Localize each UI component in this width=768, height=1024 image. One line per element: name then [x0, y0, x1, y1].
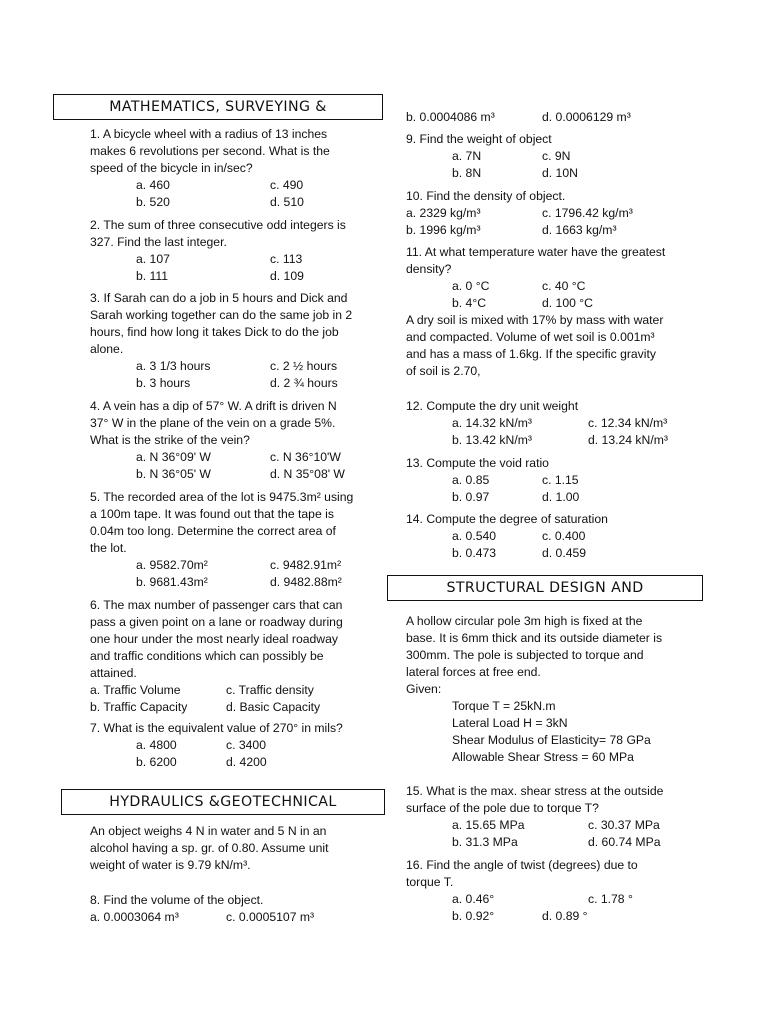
question-text: alone. [90, 342, 124, 356]
question-text: 3. If Sarah can do a job in 5 hours and Dick and [90, 291, 348, 305]
options-row [90, 737, 380, 754]
option-a: a. 15.65 MPa [452, 818, 525, 832]
question-text: 12. Compute the dry unit weight [406, 399, 579, 413]
question-text: 37° W in the plane of the vein on a grade 5%. [90, 416, 336, 430]
question-text: 11. At what temperature water have the greatest [406, 245, 666, 259]
question-text: the lot. [90, 541, 127, 555]
options-row [406, 817, 706, 834]
option-d: d. 510 [270, 195, 304, 209]
question-text: attained. [90, 666, 137, 680]
options-row [90, 754, 380, 771]
option-b: b. 6200 [136, 755, 177, 769]
question-6 [90, 597, 380, 716]
given-item: Allowable Shear Stress = 60 MPa [452, 750, 634, 764]
problem-text: and has a mass of 1.6kg. If the specific gravity [406, 347, 656, 361]
question-10 [406, 188, 706, 239]
option-c: c. 1.15 [542, 473, 579, 487]
section-header-mathematics: MATHEMATICS, SURVEYING & [53, 94, 383, 120]
question-text: pass a given point on a lane or roadway during [90, 615, 343, 629]
question-text: 5. The recorded area of the lot is 9475.3m² using [90, 490, 354, 504]
problem-text: and compacted. Volume of wet soil is 0.001m³ [406, 330, 655, 344]
option-d: d. 0.459 [542, 546, 587, 560]
options-row [406, 415, 706, 432]
options-row [406, 834, 706, 851]
option-a: a. Traffic Volume [90, 683, 181, 697]
question-text: What is the strike of the vein? [90, 433, 250, 447]
option-d: d. N 35°08' W [270, 467, 345, 481]
option-c: c. 0.0005107 m³ [226, 910, 315, 924]
structural-problem-statement [406, 613, 706, 698]
options-row [406, 109, 706, 126]
question-text: a 100m tape. It was found out that the tape is [90, 507, 334, 521]
question-text: and traffic conditions which can possibly be [90, 649, 324, 663]
question-text: 15. What is the max. shear stress at the outside [406, 784, 664, 798]
options-row [406, 148, 706, 165]
option-d: d. 100 °C [542, 296, 593, 310]
question-13 [406, 455, 706, 506]
options-row [406, 222, 706, 239]
option-c: c. 9N [542, 149, 571, 163]
option-b: b. 3 hours [136, 376, 191, 390]
options-row [90, 194, 380, 211]
options-row [90, 268, 380, 285]
option-d: d. 109 [270, 269, 304, 283]
question-text: 1. A bicycle wheel with a radius of 13 inches [90, 127, 328, 141]
question-2 [90, 217, 380, 285]
option-b: b. 9681.43m² [136, 575, 208, 589]
problem-text: A dry soil is mixed with 17% by mass with water [406, 313, 664, 327]
option-a: a. 460 [136, 178, 170, 192]
option-b: b. 0.92° [452, 909, 495, 923]
options-row [406, 165, 706, 182]
option-b: b. 111 [136, 269, 169, 283]
option-c: c. 2 ½ hours [270, 359, 338, 373]
option-a: a. 9582.70m² [136, 558, 208, 572]
section-header-hydraulics: HYDRAULICS &GEOTECHNICAL [61, 789, 385, 815]
question-text: 13. Compute the void ratio [406, 456, 549, 470]
question-text: 10. Find the density of object. [406, 189, 566, 203]
options-row [406, 528, 706, 545]
question-text: 7. What is the equivalent value of 270° in mils? [90, 721, 343, 735]
options-row [406, 432, 706, 449]
option-c: c. 9482.91m² [270, 558, 342, 572]
problem-text: lateral forces at free end. [406, 665, 541, 679]
option-d: d. 13.24 kN/m³ [588, 433, 668, 447]
options-row [406, 205, 706, 222]
question-text: 327. Find the last integer. [90, 235, 227, 249]
given-item: Torque T = 25kN.m [452, 699, 556, 713]
options-row [90, 909, 380, 926]
option-b: b. 0.473 [452, 546, 497, 560]
options-row [406, 489, 706, 506]
option-c: c. N 36°10'W [270, 450, 341, 464]
option-c: c. 40 °C [542, 279, 586, 293]
question-1 [90, 126, 380, 211]
option-a: a. 0 °C [452, 279, 490, 293]
option-c: c. Traffic density [226, 683, 314, 697]
hydraulics-problem-statement [90, 823, 380, 874]
question-text: density? [406, 262, 452, 276]
option-a: a. 2329 kg/m³ [406, 206, 481, 220]
options-row [90, 699, 380, 716]
options-row [406, 472, 706, 489]
section-header-structural: STRUCTURAL DESIGN AND [387, 575, 703, 601]
question-3 [90, 290, 380, 392]
options-row [406, 891, 706, 908]
options-row [90, 557, 380, 574]
option-a: a. N 36°09' W [136, 450, 211, 464]
option-c: c. 0.400 [542, 529, 586, 543]
question-9 [406, 131, 706, 182]
option-a: a. 14.32 kN/m³ [452, 416, 532, 430]
option-d: d. 2 ¾ hours [270, 376, 338, 390]
option-a: a. 0.85 [452, 473, 490, 487]
option-b: b. 4°C [452, 296, 487, 310]
problem-text: A hollow circular pole 3m high is fixed at the [406, 614, 643, 628]
question-text: torque T. [406, 875, 454, 889]
question-11 [406, 244, 706, 312]
option-a: a. 0.540 [452, 529, 497, 543]
options-row [406, 295, 706, 312]
options-row [406, 908, 706, 925]
question-text: 14. Compute the degree of saturation [406, 512, 608, 526]
options-row [90, 251, 380, 268]
option-d: d. 4200 [226, 755, 267, 769]
question-15 [406, 783, 706, 851]
given-label: Given: [406, 682, 442, 696]
option-a: a. 107 [136, 252, 170, 266]
options-row [90, 449, 380, 466]
question-text: 8. Find the volume of the object. [90, 893, 264, 907]
option-b: b. 13.42 kN/m³ [452, 433, 532, 447]
options-row [406, 545, 706, 562]
given-item: Lateral Load H = 3kN [452, 716, 568, 730]
option-c: c. 3400 [226, 738, 266, 752]
option-c: c. 1.78 ° [588, 892, 633, 906]
option-c: c. 490 [270, 178, 304, 192]
soil-problem-statement [406, 312, 706, 380]
option-b: b. 8N [452, 166, 482, 180]
option-a: a. 0.46° [452, 892, 495, 906]
question-text: makes 6 revolutions per second. What is the [90, 144, 330, 158]
option-c: c. 12.34 kN/m³ [588, 416, 668, 430]
option-c: c. 1796.42 kg/m³ [542, 206, 633, 220]
problem-text: alcohol having a sp. gr. of 0.80. Assume unit [90, 841, 329, 855]
options-row [90, 358, 380, 375]
problem-text: weight of water is 9.79 kN/m³. [90, 858, 251, 872]
question-4 [90, 398, 380, 483]
option-d: d. 1663 kg/m³ [542, 223, 617, 237]
question-16 [406, 857, 706, 925]
question-text: 16. Find the angle of twist (degrees) due to [406, 858, 638, 872]
options-row [90, 682, 380, 699]
given-item: Shear Modulus of Elasticity= 78 GPa [452, 733, 651, 747]
question-text: 4. A vein has a dip of 57° W. A drift is driven N [90, 399, 337, 413]
options-row [90, 177, 380, 194]
option-c: c. 30.37 MPa [588, 818, 660, 832]
question-text: 9. Find the weight of object [406, 132, 552, 146]
option-d: d. 10N [542, 166, 578, 180]
option-b: b. 0.97 [452, 490, 490, 504]
question-text: speed of the bicycle in in/sec? [90, 161, 253, 175]
problem-text: base. It is 6mm thick and its outside diameter is [406, 631, 663, 645]
question-7 [90, 720, 380, 771]
problem-text: 300mm. The pole is subjected to torque and [406, 648, 644, 662]
options-row [90, 574, 380, 591]
options-row [90, 466, 380, 483]
option-d: d. Basic Capacity [226, 700, 321, 714]
option-b: b. 1996 kg/m³ [406, 223, 481, 237]
question-12 [406, 398, 706, 449]
option-d: d. 60.74 MPa [588, 835, 661, 849]
question-text: 0.04m too long. Determine the correct area of [90, 524, 336, 538]
option-c: c. 113 [270, 252, 303, 266]
option-a: a. 0.0003064 m³ [90, 910, 179, 924]
question-text: one hour under the most nearly ideal roadway [90, 632, 338, 646]
question-text: surface of the pole due to torque T? [406, 801, 599, 815]
options-row [90, 375, 380, 392]
question-text: 6. The max number of passenger cars that can [90, 598, 343, 612]
option-a: a. 4800 [136, 738, 177, 752]
option-a: a. 3 1/3 hours [136, 359, 211, 373]
question-14 [406, 511, 706, 562]
option-d: d. 0.0006129 m³ [542, 110, 631, 124]
option-b: b. 31.3 MPa [452, 835, 518, 849]
question-8-continued [406, 109, 706, 126]
option-d: d. 0.89 ° [542, 909, 588, 923]
option-b: b. 0.0004086 m³ [406, 110, 495, 124]
option-b: b. N 36°05' W [136, 467, 211, 481]
problem-text: of soil is 2.70, [406, 364, 481, 378]
option-d: d. 9482.88m² [270, 575, 342, 589]
question-text: hours, find how long it takes Dick to do the job [90, 325, 339, 339]
option-d: d. 1.00 [542, 490, 580, 504]
option-b: b. 520 [136, 195, 170, 209]
question-text: 2. The sum of three consecutive odd integers is [90, 218, 346, 232]
options-row [406, 278, 706, 295]
given-values [452, 698, 706, 766]
option-a: a. 7N [452, 149, 482, 163]
question-5 [90, 489, 380, 591]
option-b: b. Traffic Capacity [90, 700, 188, 714]
question-8 [90, 892, 380, 926]
question-text: Sarah working together can do the same job in 2 [90, 308, 353, 322]
problem-text: An object weighs 4 N in water and 5 N in an [90, 824, 327, 838]
